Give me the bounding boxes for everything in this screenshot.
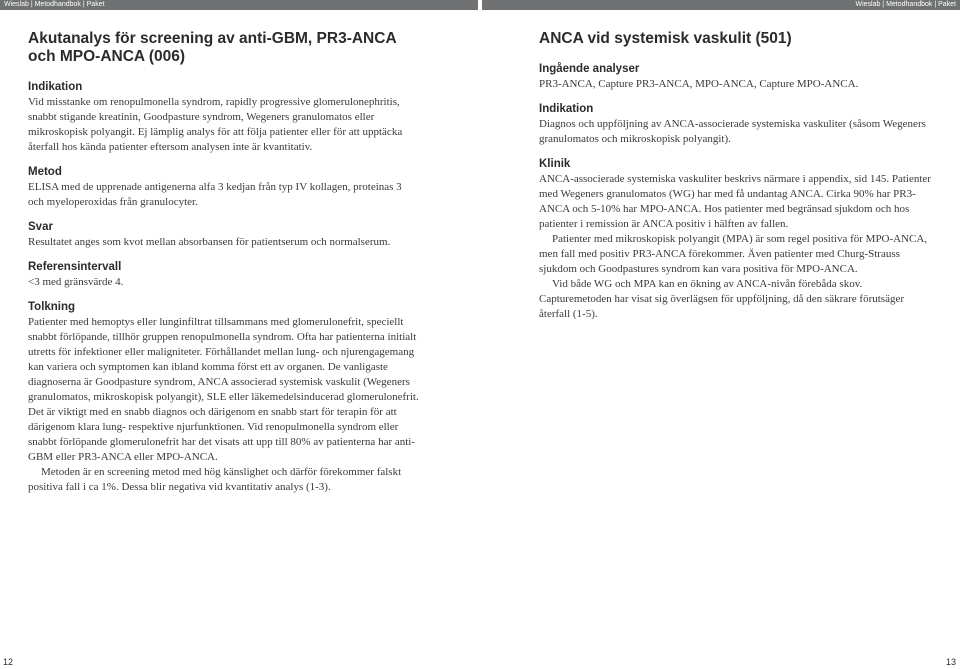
section-paragraph: Patienter med mikroskopisk polyangit (MPA) är som regel positiva för MPO-ANCA, men fall med positiv PR3-ANCA förekommer. Även patienter med Churg-Strauss sjukdom och Goodpastures syndrom kan vara positiva för MPO-ANCA. — [539, 233, 928, 275]
section-paragraph: Patienter med hemoptys eller lunginfiltrat tillsammans med glomerulonefrit, speciellt snabbt förlöpande, tillhör gruppen renopulmonella syndrom. Ofta har patienterna initialt utretts för infektioner eller maligniteter. Förhållandet mellan lung- och njurengagemang kan variera och symptomen kan ibland komma först ett av organen. De vanligaste diagnoserna är Goodpasture syndrom, ANCA associerad systemisk vaskulit (Wegeners granulomatos, mikroskopisk polyangit), SLE eller läkemedelsinducerad glomerulonefrit. Det är viktigt med en snabb diagnos och därigenom en snabb start för terapin för att därigenom klara lung- respektive njurfunktionen. Vid renopulmonella syndrom eller snabbt förlöpande glomerulonefrit har det visats att upp till 80% av patienterna har anti-GBM eller PR3-ANCA eller MPO-ANCA. — [28, 316, 419, 463]
page-header-right: Wieslab | Metodhandbok | Paket — [482, 0, 960, 10]
section-heading-tolkning: Tolkning — [28, 301, 76, 313]
section-paragraph: Metoden är en screening metod med hög känslighet och därför förekommer falskt positiva fall i ca 1%. Dessa blir negativa vid kvantitativ analys (1-3). — [28, 466, 402, 493]
section-paragraph: ANCA-associerade systemiska vaskuliter beskrivs närmare i appendix, sid 145. Patienter med Wegeners granulomatos (WG) har med få undantag ANCA. Cirka 90% har PR3-ANCA och 5-10% har MPO-ANCA. Hos patienter med begränsad sjukdom och hos patienter i remission är ANCA positiv i hälften av fallen. — [539, 173, 931, 230]
section-paragraph: ELISA med de upprenade antigenerna alfa 3 kedjan från typ IV kollagen, proteinas 3 och myeloperoxidas från granulocyter. — [28, 181, 402, 208]
section-paragraph: Vid misstanke om renopulmonella syndrom, rapidly progressive glomerulonephritis, snabbt stigande kreatinin, Goodpasture syndrom, Wegeners granulomatos eller mikroskopisk polyangit. Ej lämplig analys för att följa patienter eller för att upptäcka återfall hos kända patienter eftersom analysen inte är kvantitativ. — [28, 96, 403, 153]
section-heading-indikation: Indikation — [539, 103, 594, 115]
section-heading-ingaende-analyser: Ingående analyser — [539, 63, 640, 75]
section-heading-indikation: Indikation — [28, 81, 83, 93]
left-page — [28, 30, 420, 495]
section-paragraph: PR3-ANCA, Capture PR3-ANCA, MPO-ANCA, Capture MPO-ANCA. — [539, 78, 859, 90]
section-heading-svar: Svar — [28, 221, 53, 233]
section-heading-klinik: Klinik — [539, 158, 571, 170]
right-page — [539, 30, 934, 322]
section-paragraph: Resultatet anges som kvot mellan absorbansen för patientserum och normalserum. — [28, 236, 391, 248]
section-paragraph: Vid både WG och MPA kan en ökning av ANCA-nivån förebåda skov. Capturemetoden har visat sig överlägsen för uppföljning, då den säkrare förutsäger återfall (1-5). — [539, 278, 905, 320]
section-paragraph: Diagnos och uppföljning av ANCA-associerade systemiska vaskuliter (såsom Wegeners granulomatos och mikroskopisk polyangit). — [539, 118, 926, 145]
page-title: ANCA vid systemisk vaskulit (501) — [539, 30, 792, 47]
section-paragraph: <3 med gränsvärde 4. — [28, 276, 124, 288]
section-heading-referensintervall: Referensintervall — [28, 261, 122, 273]
page-number-left: 12 — [3, 657, 14, 667]
page-header-left: Wieslab | Metodhandbok | Paket — [0, 0, 478, 10]
page-number-right: 13 — [945, 657, 956, 667]
page-title: Akutanalys för screening av anti-GBM, PR3-ANCA och MPO-ANCA (006) — [28, 30, 397, 65]
section-heading-metod: Metod — [28, 166, 62, 178]
